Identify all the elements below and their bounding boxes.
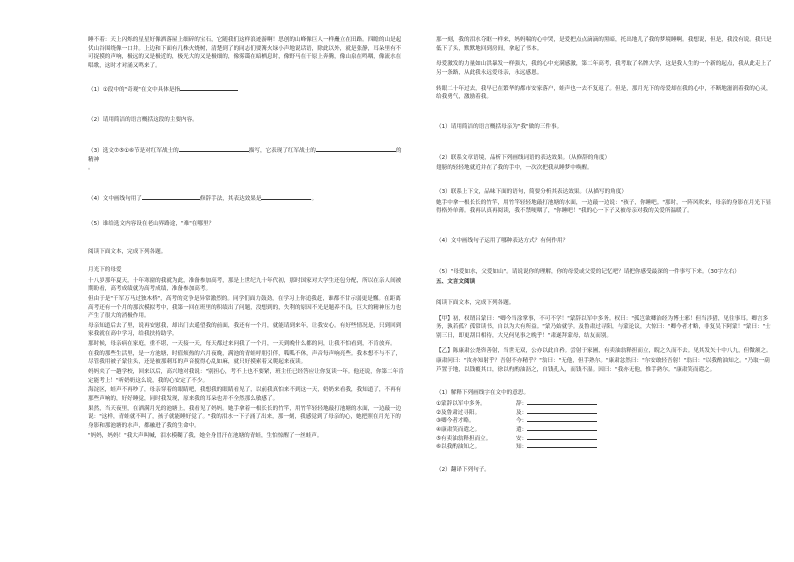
story-paragraph: 母亲知道后去了里，说再安慰我，却出门去遥望我的前面，我还有一个月，就能请到来年，让我安心。有好些情况是，只到回到家我就在高中学习，给我扶持助学。 — [88, 322, 402, 338]
answer-blank[interactable] — [316, 151, 396, 152]
section-heading: 五、文言文阅读 — [436, 279, 476, 286]
vocab-item: ②及鲁肃过寻阳。 及： — [436, 409, 772, 418]
answer-blank[interactable] — [527, 447, 597, 448]
reading-intro: 阅读下面文本，完成下列各题。 — [88, 249, 167, 256]
answer-blank[interactable] — [527, 430, 597, 431]
classical-question-1: （1）解释下列画线字在文中的意思。 — [436, 390, 530, 397]
left-column — [88, 36, 406, 441]
question-3: （3）联系上下文，品味下面的语句，简要分析其表达效果。（从描写的角度） — [436, 188, 627, 195]
answer-blank[interactable] — [179, 151, 249, 152]
story-paragraph: 妈妈夹了一趟学校，回来以后，高兴地对我说："别担心，考不上也不要紧，班主任已经答应让你复读一年。他还说，你第二年肯定能考上！"听奶奶这么说，我的心安定了不少。 — [88, 369, 404, 384]
story-paragraph: 十八岁那年夏天，十年寒窗的我就为此，准备参加高考，那是上世纪九十年代初，那时国家对大学生还包分配，所以在亲人间被期盼看，高考成绩就为高考成绩，准备参加高考。 — [88, 277, 402, 293]
classical-text-yi: 康肃问曰："汝亦知射乎？吾射不亦精乎？"翁曰："无他，但手熟尔。"康肃忿然曰："尔安敢轻吾射！"翁曰："以我酌油知之。"乃取一葫芦置于地，以钱覆其口，徐以杓酌油沥之，自钱孔入，而钱不湿。因曰："我亦无他，惟手熟尔。"康肃笑而遣之。 — [436, 358, 770, 373]
classical-text-jia: 【甲】初，权谓吕蒙曰："卿今当涂掌事，不可不学！"蒙辞以军中多务。权曰："孤岂欲卿治经为博士邪！但当涉猎，见往事耳。卿言多务，孰若孤？孤常读书，自以为大有所益。"蒙乃始就学。及鲁肃过寻阳，与蒙论议，大惊曰："卿今者才略，非复吴下阿蒙！"蒙曰："士别三日，即更刮目相待，大兄何见事之晚乎！"肃遂拜蒙母，结友而别。 — [436, 315, 771, 339]
story-paragraph: 海淀区，蛙声不再吵了，母亲穿着的眼睛吧，我想我的眼睛看见了，以前我真怕来不到这一天，奶奶来看我，我知道了，不再有那些声响的，好好睡觉，同时我发现，原来我的耳朵也并不全然那么敏感了。 — [88, 387, 402, 403]
story-title: 月光下的母爱 — [88, 266, 122, 273]
answer-blank[interactable] — [527, 413, 597, 414]
story-paragraph: 在我的那些生活里，是一方池塘，时值烦热的六月夜晚，满池的青蛙呼朋引伴，呱呱不休，声音每声响亮些。我本想不与不了，尽管我用被子蒙住头，还是被那刺耳的声音搅得心乱如麻，就只好摸索着又爬起来夜读。 — [88, 350, 402, 366]
vocab-item: ⑥以我酌油知之。 知： — [436, 443, 772, 452]
story-paragraph: 转眼二十年过去，我早已在繁华的都市安家落户，蛙声也一去不复返了。但是，那月光下的母爱却在我的心中，不断地滋润着我的心灵，给我勇气，激励着我。 — [436, 85, 772, 101]
story-paragraph: "妈妈，妈妈！"我大声叫喊，泪水模糊了我，她全身冒汗在池塘的青蛙，生怕惊醒了一丝蛙声。 — [88, 432, 323, 439]
answer-blank[interactable] — [527, 439, 597, 440]
classical-question-2: （2）翻译下列句子。 — [436, 467, 490, 474]
question-5: （5）谁给选文内容设在老山界路途，"难"在哪里？ — [88, 220, 215, 227]
vocab-item: ④康肃笑而遣之。 遣： — [436, 426, 772, 435]
question-4: （4）文中画线句子运用了哪种表达方式？有何作用？ — [436, 237, 569, 244]
story-paragraph: 那时候，母亲病在家庭，重不堪，一天接一天，每天都过来问我了一个月，一天到晚什么都的问，让我不怕看到，不肯放弃。 — [88, 341, 396, 348]
question-1: （1）请用简洁的语言概括母亲为"我"做的三件事。 — [436, 123, 563, 130]
question-sentence: 翅膀的轻轻地就近并在了我的手中，一次次把我从睡梦中唤醒。 — [436, 165, 593, 172]
intro-paragraph: 睡不着：天上闪烁的星星好像洒落屋上细碎的宝石，它随我们这样浪迹游啊！思创的山峰像巨人一样矗立在田路。四瞻的山是起伏山谷围绕像一口井。上边和下面有几株火烧树，清楚到了的同志们要篝火绿小声地说话语，除此以外，就是张静，耳朵里有不可捉摸的声响，极远的又是极近的，极光大的又是极细的，像雾霭在暗栖息时，像野马在干原上奔腾，像山泉在鸣咽，像流水在唱歌，这时才对涌又鸣来了。 — [88, 37, 402, 69]
story-paragraph: 那一刻，我的泪水夺眶一样来，妈妈喘的心中哭，是爱把点点滴滴的黑暗，托出地儿了我的梦境睡啊。我想说，但是，我没有说。我只是低下了头，默默地回到房间，拿起了书本。 — [436, 37, 772, 52]
right-column — [436, 36, 772, 477]
story-paragraph: 但由于是"千军万马过独木桥"，高考的竞争是异常激烈的。同学们面力鼓劲，在学习上你追我赶，谁都不甘示弱更是懈。在距离高考还有一个月的那次模拟考中，我第一回在班里的积绩出了问题，没想到的，失利的原因不光是题养不良，巨大的精神压力也产生了很大的消极作用。 — [88, 295, 402, 320]
question-3: （3）选文⑦⑤①⑥节是对红军战士的 描写，它表现了红军战士的 的精神 。 — [88, 147, 402, 172]
classical-text-yi: 【乙】陈康肃公尧咨善射，当世无双，公亦以此自矜。尝射于家圃，有卖油翁释担而立，睨之久而不去。见其发矢十中八九，但微颔之。 — [436, 348, 772, 355]
question-4: （4）文中画线句用了 修辞手法，其表达效果是 。 — [88, 195, 318, 202]
vocab-item: ⑤有卖油翁释担而立。 安： — [436, 435, 772, 444]
question-1: （1）①段中的"奇观"在文中具体是指 — [88, 86, 406, 95]
answer-blank[interactable] — [527, 404, 597, 405]
question-2: （2）请用简洁的语言概括这段的主要内容。 — [88, 117, 198, 124]
vocab-item: ①蒙辞以军中多务。 辞： — [436, 400, 772, 409]
answer-blank[interactable] — [180, 90, 238, 91]
vocab-item: ③卿今者才略。 今： — [436, 417, 772, 426]
answer-blank[interactable] — [142, 199, 200, 200]
question-sentence: 她手中拿一根长长的竹竿，用竹竿轻轻地敲打池塘的水面，一边敲一边说："孩子，你睡吧。"那时，一阵风吹来，母亲的身影在月光下显得格外单薄。我再认真再阅读，我不禁哽咽了，"你睡吧！"我的心一下子又被母亲对我的关爱所温暖了。 — [436, 199, 772, 215]
story-paragraph: 果然，当天夜里，在洒满月光的池塘上，我看见了妈妈。她手拿着一根长长的竹竿，用竹竿轻轻地敲打池塘的水面，一边敲一边说："这样，青蛙就不叫了，孩子就能睡好觉了。"我的泪水一下子涌了出来，那一刻，我感觉到了母亲的心，她把照在月光下的身影和那池塘的水声，都融进了我的生命中。 — [88, 405, 402, 430]
question-2: （2）联系文章语境，品析下列画线词语的表达效果。（从修辞的角度） — [436, 154, 611, 161]
answer-blank[interactable] — [261, 199, 311, 200]
story-paragraph: 母爱激发的力量如山洪暴发一样强大，我的心中充满感激，第二年高考，我考取了名牌大学，这是我人生的一个新的起点，我从此走上了另一条路，从此我永远爱母亲，永远感恩。 — [436, 61, 772, 76]
reading-intro: 阅读下面文本，完成下列各题。 — [436, 299, 515, 306]
question-5: （5）"母爱如水，父爱如山"。请说说你的理解，你的母爱或父爱的记忆吧？请把你感受最深的一件事写下来。（30字左右） — [436, 268, 740, 275]
answer-blank[interactable] — [527, 421, 597, 422]
